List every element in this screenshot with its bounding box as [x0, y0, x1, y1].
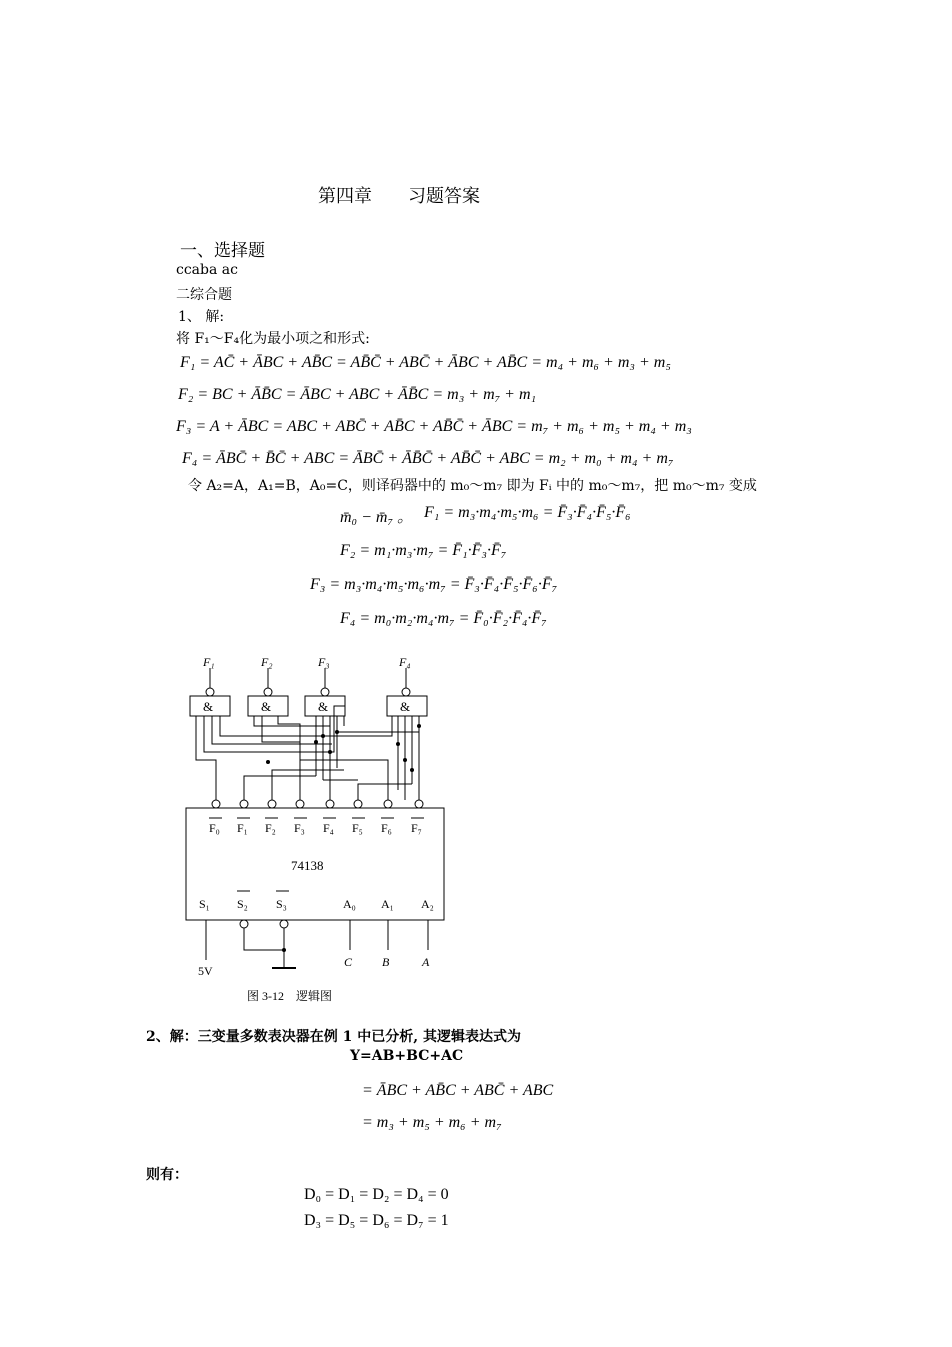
- substitution-note: 令 A₂=A，A₁=B，A₀=C，则译码器中的 m₀～m₇ 即为 Fᵢ 中的 m₀～m₇，把 m₀～m₇ 变成: [188, 478, 757, 494]
- gate-symbol: &: [318, 699, 329, 714]
- majority-minterm-sum: = m₃ + m₅ + m₆ + m₇: [362, 1114, 502, 1131]
- chip-output-label: F₀: [209, 821, 220, 835]
- input-label-a: A: [422, 955, 430, 969]
- section-heading-choice: 一、选择题: [180, 241, 265, 261]
- gate-symbol: &: [261, 699, 272, 714]
- equation-nand-f2: F₂ = m₁·m₃·m₇ = F̄₁·F̄₃·F̄₇: [340, 542, 507, 559]
- chip-input-label: A₀: [343, 897, 356, 911]
- gate-output-label: F₃: [318, 655, 330, 669]
- gate-symbol: &: [203, 699, 214, 714]
- then-label: 则有：: [146, 1167, 188, 1183]
- equation-nand-f1: F₁ = m₃·m₄·m₅·m₆ = F̄₃·F̄₄·F̄₅·F̄₆: [424, 504, 631, 521]
- majority-expression: Y=AB+BC+AC: [350, 1048, 464, 1064]
- data-inputs-one: D₃ = D₅ = D₆ = D₇ = 1: [304, 1212, 449, 1229]
- section-heading-comprehensive: 二综合题: [176, 287, 232, 303]
- majority-minterm-form: = ĀBC + AB̄C + ABC̄ + ABC: [362, 1082, 554, 1099]
- question-1-intro: 将 F₁～F₄化为最小项之和形式:: [176, 331, 370, 347]
- chip-output-label: F₇: [411, 821, 422, 835]
- chip-output-label: F₃: [294, 821, 305, 835]
- equation-f1: F₁ = AC̄ + ĀBC + AB̄C = AB̄C̄ + ABC̄ + ĀBC + AB̄C = m₄ + m₆ + m₃ + m₅: [180, 354, 671, 371]
- input-label-b: B: [382, 955, 390, 969]
- chip-output-label: F₂: [265, 821, 276, 835]
- input-label-c: C: [344, 955, 353, 969]
- gate-output-label: F₂: [261, 655, 273, 669]
- chip-input-label: A₂: [421, 897, 434, 911]
- gate-output-label: F₄: [399, 655, 411, 669]
- data-inputs-zero: D₀ = D₁ = D₂ = D₄ = 0: [304, 1186, 449, 1203]
- chip-name: 74138: [291, 858, 324, 873]
- page-title: 第四章 习题答案: [318, 186, 480, 207]
- chip-input-label: S₃: [276, 897, 287, 911]
- equation-f4: F₄ = ĀBC̄ + B̄C̄ + ABC = ĀBC̄ + ĀB̄C̄ + AB̄C̄ + ABC = m₂ + m₀ + m₄ + m₇: [182, 450, 674, 467]
- equation-nand-f3: F₃ = m₃·m₄·m₅·m₆·m₇ = F̄₃·F̄₄·F̄₅·F̄₆·F̄₇: [310, 576, 558, 593]
- equation-f2: F₂ = BC + ĀB̄C = ĀBC + ABC + ĀB̄C = m₃ + m₇ + m₁: [178, 386, 537, 403]
- supply-label: 5V: [198, 964, 213, 978]
- chip-output-label: F₆: [381, 821, 392, 835]
- question-2-label: 2、解：三变量多数表决器在例 1 中已分析, 其逻辑表达式为: [146, 1029, 521, 1045]
- chip-output-label: F₄: [323, 821, 334, 835]
- chip-input-label: S₂: [237, 897, 248, 911]
- equation-f3: F₃ = A + ĀBC = ABC + ABC̄ + AB̄C + AB̄C̄ + ĀBC = m₇ + m₆ + m₅ + m₄ + m₃: [176, 418, 692, 435]
- gate-symbol: &: [400, 699, 411, 714]
- gate-output-label: F₁: [203, 655, 215, 669]
- choice-answers: ccaba ac: [176, 262, 238, 278]
- chip-output-label: F₁: [237, 821, 248, 835]
- chip-input-label: S₁: [199, 897, 210, 911]
- equation-m-range: m̄₀ − m̄₇ 。: [340, 509, 414, 526]
- chip-input-label: A₁: [381, 897, 394, 911]
- figure-caption: 图 3-12 逻辑图: [247, 989, 332, 1003]
- question-1-label: 1、 解:: [178, 309, 225, 325]
- chip-output-label: F₅: [352, 821, 363, 835]
- equation-nand-f4: F₄ = m₀·m₂·m₄·m₇ = F̄₀·F̄₂·F̄₄·F̄₇: [340, 610, 547, 627]
